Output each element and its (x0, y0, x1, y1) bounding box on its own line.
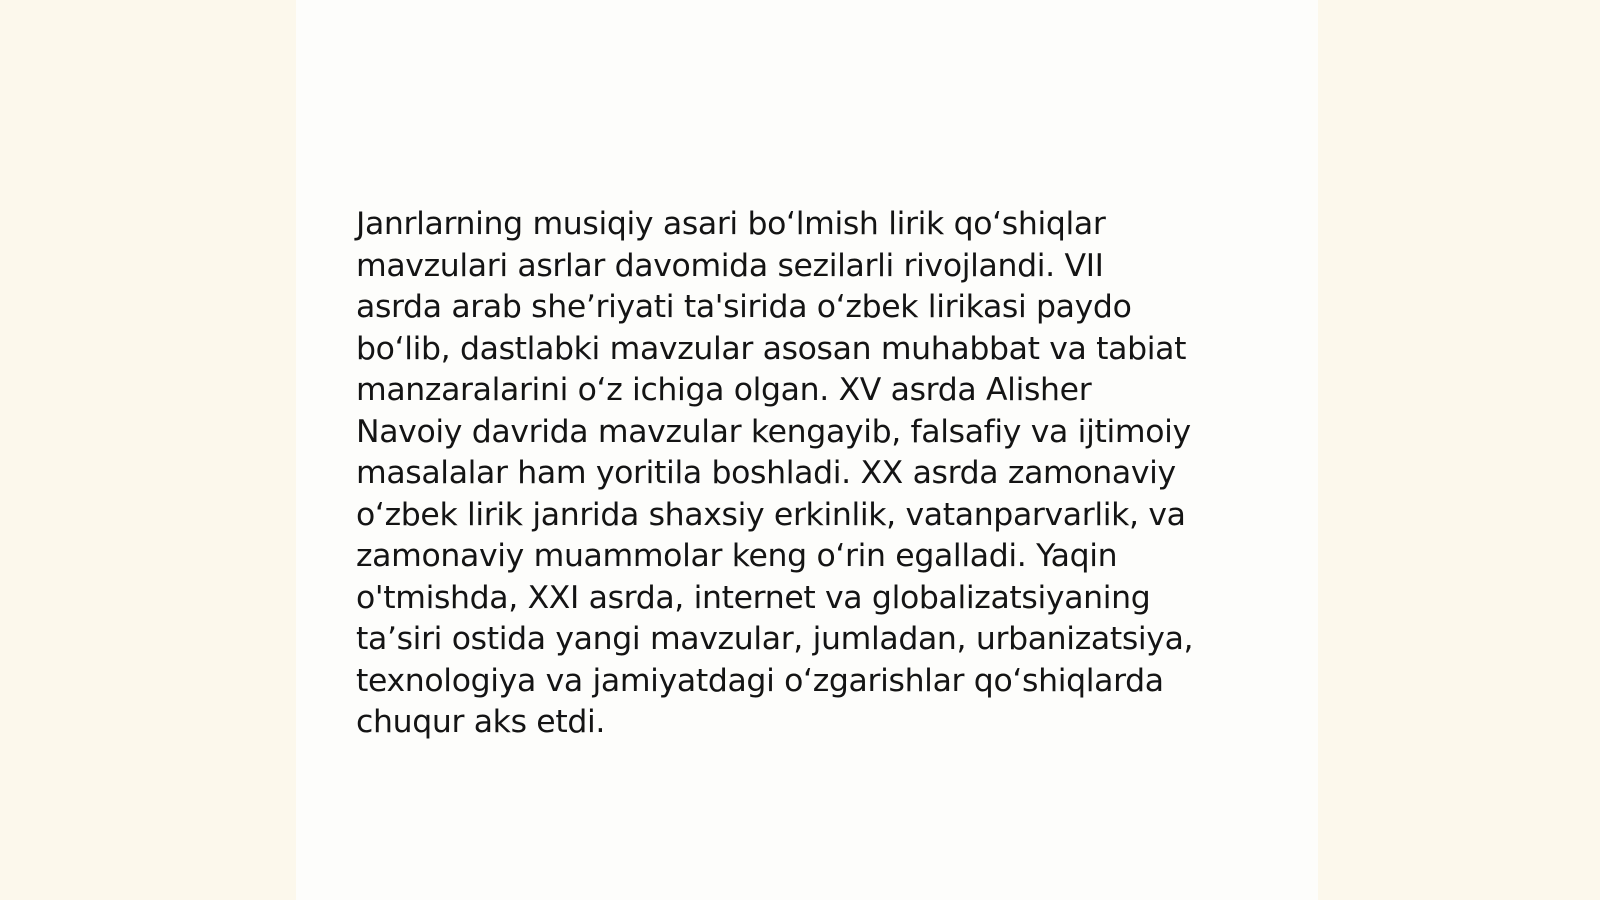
paragraph-line: manzaralarini o‘z ichiga olgan. XV asrda Alisher (356, 372, 1092, 408)
body-paragraph (356, 204, 1256, 744)
paragraph-line: ta’siri ostida yangi mavzular, jumladan, urbanizatsiya, (356, 621, 1194, 657)
paragraph-line: o'tmishda, XXI asrda, internet va globalizatsiyaning (356, 579, 1151, 616)
slide (296, 0, 1318, 900)
paragraph-line: mavzulari asrlar davomida sezilarli rivojlandi. VII (356, 247, 1104, 284)
paragraph-line: chuqur aks etdi. (356, 704, 606, 740)
paragraph-line: Janrlarning musiqiy asari bo‘lmish lirik qo‘shiqlar (356, 206, 1106, 242)
paragraph-line: bo‘lib, dastlabki mavzular asosan muhabbat va tabiat (356, 330, 1187, 367)
paragraph-line: zamonaviy muammolar keng o‘rin egalladi. Yaqin (356, 538, 1118, 574)
paragraph-line: o‘zbek lirik janrida shaxsiy erkinlik, vatanparvarlik, va (356, 496, 1186, 533)
paragraph-line: Navoiy davrida mavzular kengayib, falsafiy va ijtimoiy (356, 413, 1191, 450)
paragraph-line: asrda arab she’riyati ta'sirida o‘zbek lirikasi paydo (356, 289, 1132, 325)
paragraph-line: masalalar ham yoritila boshladi. XX asrda zamonaviy (356, 455, 1176, 491)
paragraph-line: texnologiya va jamiyatdagi o‘zgarishlar qo‘shiqlarda (356, 662, 1164, 699)
